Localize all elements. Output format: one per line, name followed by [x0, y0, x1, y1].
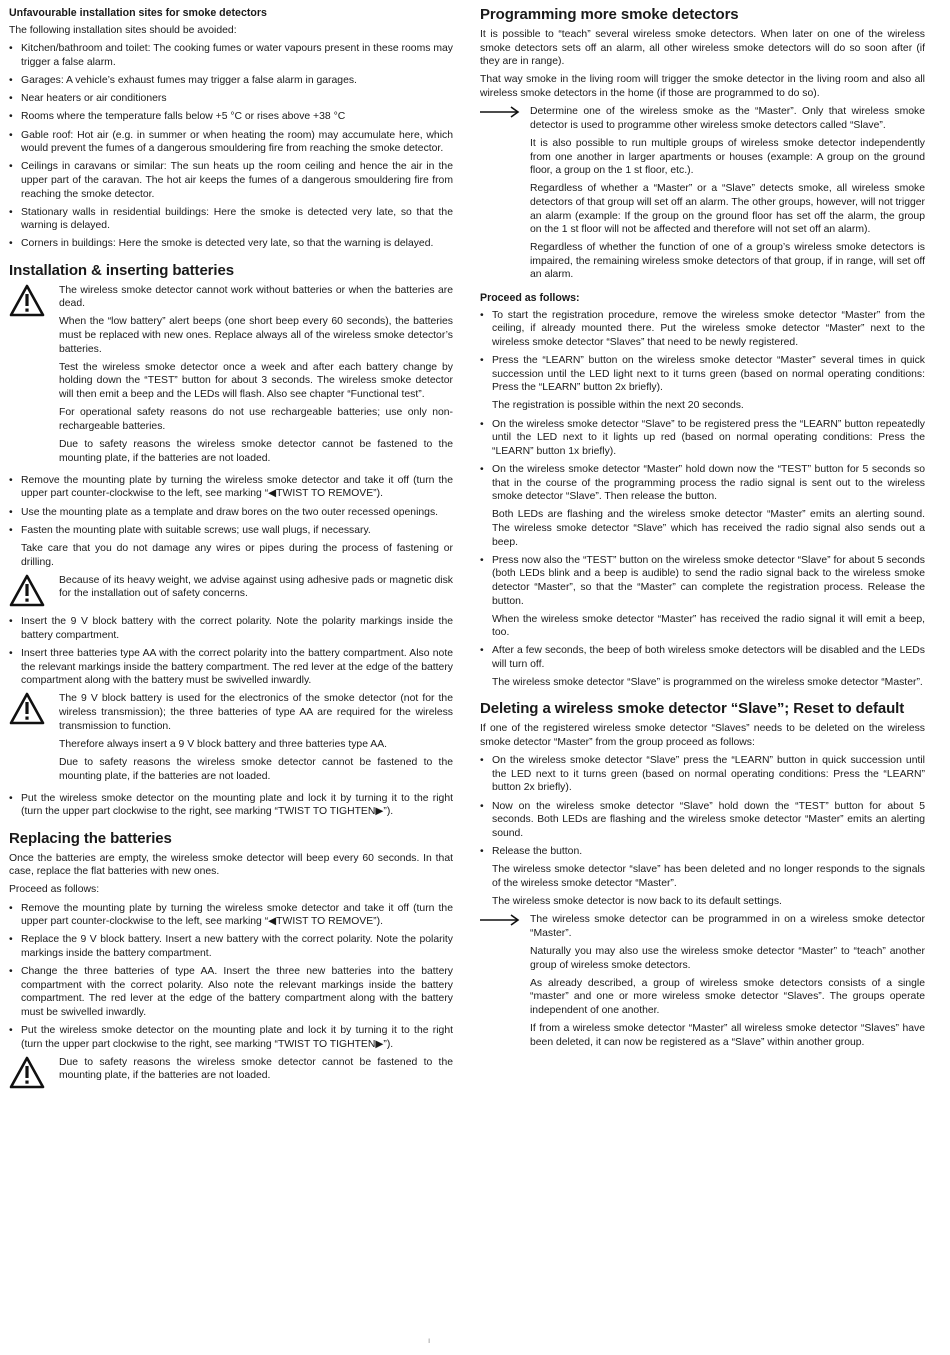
- note-paragraph: Due to safety reasons the wireless smoke detector cannot be fastened to the mounting plate, if the batteries are not loaded.: [59, 1056, 453, 1082]
- warning-icon: [9, 1056, 59, 1094]
- note-paragraph: It is also possible to run multiple groups of wireless smoke detector independently from one another in larger apartments or houses (example: A group on the ground floor, a group on the 1 st floor, etc.).: [530, 137, 925, 177]
- replacing-intro: Once the batteries are empty, the wireless smoke detector will beep every 60 seconds. In that case, replace the flat batteries with new ones.: [9, 852, 453, 878]
- programming-steps: [480, 309, 925, 690]
- note-paragraph: If from a wireless smoke detector “Master” all wireless smoke detector “Slaves” have been deleted, it can now be registered as a “Slave” within another group.: [530, 1023, 925, 1048]
- unfavourable-sites-list: [9, 42, 453, 251]
- programming-paragraph-1: It is possible to “teach” several wireless smoke detectors. When later on one of the wireless smoke detectors sets off an alarm, all other wireless smoke detectors will do so soon after (if they are in range).: [480, 29, 925, 68]
- step-item: [480, 754, 925, 795]
- step-item: [480, 800, 925, 841]
- list-item: • Fasten the mounting plate with suitable screws; use wall plugs, if necessary.: [9, 524, 453, 538]
- deleting-intro: If one of the registered wireless smoke detector “Slaves” needs to be deleted on the wireless smoke detector “Master” from the group proceed as follows:: [480, 723, 925, 749]
- note-paragraph: The wireless smoke detector cannot work without batteries or when the batteries are dead.: [59, 284, 453, 310]
- warning-icon: [9, 692, 59, 730]
- warning-note: [9, 1056, 453, 1094]
- warning-text: [59, 692, 453, 787]
- page-footer-mark: ı: [428, 1336, 431, 1345]
- deleting-steps: [480, 754, 925, 908]
- replacing-batteries-heading: Replacing the batteries: [9, 829, 172, 847]
- list-item: • Put the wireless smoke detector on the mounting plate and lock it by turning it to the right (turn the upper part clockwise to the right, see marking “TWIST TO TIGHTEN▶”).: [9, 1024, 453, 1051]
- note-paragraph: Determine one of the wireless smoke as the “Master”. Only that wireless smoke detector is used to programme other wireless smoke detectors called “Slave”.: [530, 106, 925, 131]
- list-item: • Rooms where the temperature falls below +5 °C or rises above +38 °C: [9, 110, 453, 124]
- tip-text: [530, 105, 925, 287]
- note-paragraph: Regardless of whether a “Master” or a “Slave” detects smoke, all wireless smoke detectors of that group will set off an alarm. The other groups, however, will not trigger an alarm (example: If the group on the ground floor has set off the alarm, the group on the 1 st floor will not be affected and therefore will not set off an alarm).: [530, 183, 925, 236]
- warning-text: [59, 1056, 453, 1088]
- installation-heading: Installation & inserting batteries: [9, 261, 234, 279]
- tip-note: [480, 105, 925, 287]
- list-item: • Put the wireless smoke detector on the mounting plate and lock it by turning it to the right (turn the upper part clockwise to the right, see marking “TWIST TO TIGHTEN▶”).: [9, 792, 453, 819]
- list-item: • Remove the mounting plate by turning the wireless smoke detector and take it off (turn the upper part counter-clockwise to the left, see marking “◀TWIST TO REMOVE”).: [9, 474, 453, 501]
- warning-icon: [9, 284, 59, 322]
- list-item: • Remove the mounting plate by turning the wireless smoke detector and take it off (turn the upper part counter-clockwise to the left, see marking “◀TWIST TO REMOVE”).: [9, 902, 453, 929]
- installation-steps-2: [9, 615, 453, 688]
- list-item: • Stationary walls in residential buildings: Here the smoke is detected very late, so that the warning is delayed.: [9, 206, 453, 233]
- step-item: [480, 845, 925, 909]
- replacing-steps: [9, 902, 453, 1052]
- step-text: Now on the wireless smoke detector “Slave” hold down the “TEST” button for about 5 seconds. Both LEDs are flashing and the wireless smoke detector “Master” emits an alerting sound.: [492, 800, 925, 839]
- warning-note: [9, 574, 453, 612]
- programming-heading: Programming more smoke detectors: [480, 6, 739, 23]
- unfavourable-sites-intro: The following installation sites should be avoided:: [9, 25, 237, 36]
- proceed-title: Proceed as follows:: [480, 291, 580, 304]
- step-text: Release the button.: [492, 845, 583, 857]
- step-note: The wireless smoke detector “Slave” is programmed on the wireless smoke detector “Master”.: [492, 677, 923, 689]
- list-item: • Gable roof: Hot air (e.g. in summer or when heating the room) may accumulate here, which would prevent the fumes of a dangerous smouldering fire from reaching the smoke detector.: [9, 129, 453, 156]
- list-item: • Use the mounting plate as a template and draw bores on the two outer recessed openings.: [9, 506, 453, 520]
- right-column: [480, 6, 925, 1058]
- note-paragraph: The wireless smoke detector can be programmed in on a wireless smoke detector “Master”.: [530, 914, 925, 939]
- note-paragraph: Due to safety reasons the wireless smoke detector cannot be fastened to the mounting plate, if the batteries are not loaded.: [59, 757, 453, 782]
- list-item: • Near heaters or air conditioners: [9, 92, 453, 106]
- installation-steps-1: [9, 474, 453, 538]
- list-item: • Kitchen/bathroom and toilet: The cooking fumes or water vapours present in these rooms may trigger a false alarm.: [9, 42, 453, 69]
- tip-text: [530, 913, 925, 1054]
- step-text: Press the “LEARN” button on the wireless smoke detector “Master” several times in quick succession until the LED light next to it turns green (based on normal operating conditions: Press the “LEARN” button 2x briefly).: [492, 355, 925, 394]
- step-note: When the wireless smoke detector “Master” has received the radio signal it will emit a beep, too.: [492, 613, 925, 639]
- note-paragraph: Test the wireless smoke detector once a week and after each battery change by holding down the “TEST” button for about 3 seconds. The wireless smoke detector will then emit a beep and the LEDs will flash. Also see chapter “Functional test”.: [59, 361, 453, 400]
- note-paragraph: As already described, a group of wireless smoke detectors consists of a single “master” and one or more wireless smoke detector “Slaves”. The groups operate independent of one another.: [530, 977, 925, 1016]
- note-paragraph: Therefore always insert a 9 V block battery and three batteries type AA.: [59, 738, 388, 750]
- warning-text: [59, 574, 453, 606]
- note-paragraph: For operational safety reasons do not use rechargeable batteries; use only non-rechargeable batteries.: [59, 407, 453, 432]
- warning-note: [9, 284, 453, 470]
- note-paragraph: Regardless of whether the function of one of a group’s wireless smoke detectors is impaired, the remaining wireless smoke detectors of that group, if in range, will set off an alarm.: [530, 242, 925, 281]
- note-paragraph: Due to safety reasons the wireless smoke detector cannot be fastened to the mounting plate, if the batteries are not loaded.: [59, 438, 453, 464]
- note-paragraph: Because of its heavy weight, we advise against using adhesive pads or magnetic disk for the installation out of safety concerns.: [59, 574, 453, 600]
- arrow-right-icon: [480, 913, 530, 931]
- deleting-heading: Deleting a wireless smoke detector “Slave”; Reset to default: [480, 700, 905, 718]
- step-note: The wireless smoke detector is now back to its default settings.: [492, 895, 782, 907]
- replacing-proceed: Proceed as follows:: [9, 884, 100, 896]
- installation-steps-3: [9, 792, 453, 819]
- step-item: [480, 463, 925, 549]
- list-item: • Corners in buildings: Here the smoke is detected very late, so that the warning is delayed.: [9, 237, 453, 251]
- step-text: On the wireless smoke detector “Master” hold down now the “TEST” button for 5 seconds so that in the course of the programming process the radio signal is sent out to the wireless smoke detector “Slave”. Then release the button.: [492, 463, 925, 503]
- list-item: • Insert the 9 V block battery with the correct polarity. Note the polarity markings inside the battery compartment.: [9, 615, 453, 642]
- step-item: [480, 644, 925, 689]
- step-item: [480, 418, 925, 459]
- note-paragraph: Naturally you may also use the wireless smoke detector “Master” to “teach” another group of wireless smoke detectors.: [530, 945, 925, 971]
- programming-paragraph-2: That way smoke in the living room will trigger the smoke detector in the living room and also all wireless smoke detectors in the home (if those are programmed to do so).: [480, 74, 925, 99]
- step-note: The registration is possible within the next 20 seconds.: [492, 400, 744, 412]
- unfavourable-sites-title: Unfavourable installation sites for smoke detectors: [9, 7, 267, 19]
- step-text: To start the registration procedure, remove the wireless smoke detector “Master” from the ceiling, if already mounted there. Put the wireless smoke detector “Master” next to the wireless smoke detector “Slaves” that need to be newly registered.: [492, 309, 925, 348]
- list-item: • Garages: A vehicle’s exhaust fumes may trigger a false alarm in garages.: [9, 74, 453, 88]
- note-paragraph: When the “low battery” alert beeps (one short beep every 60 seconds), the batteries must be replaced with new ones. Replace always all of the wireless smoke detector’s batteries.: [59, 316, 453, 355]
- warning-note: [9, 692, 453, 787]
- installation-care-note: Take care that you do not damage any wires or pipes during the process of fastening or drilling.: [21, 542, 453, 568]
- list-item: • Insert three batteries type AA with the correct polarity into the battery compartment. Also note the relevant markings inside the battery compartment. The red lever at the edge of the battery compartment along with the battery must be swivelled inwardly.: [9, 647, 453, 688]
- warning-icon: [9, 574, 59, 612]
- arrow-right-icon: [480, 105, 530, 123]
- step-text: On the wireless smoke detector “Slave” press the “LEARN” button in quick succession until the LED next to it turns green (based on normal operating conditions: Press the “LEARN” button 2x briefly).: [492, 755, 925, 794]
- step-text: On the wireless smoke detector “Slave” to be registered press the “LEARN” button repeatedly until the LED next to it lights up red (based on normal operating conditions: Press the “LEARN” button 1x briefly).: [492, 418, 925, 457]
- step-item: [480, 309, 925, 350]
- list-item: • Change the three batteries of type AA. Insert the three new batteries into the battery compartment with the correct polarity. Also note the relevant markings inside the battery compartment. The red lever at the edge of the battery compartment along with the battery must be swivelled inwardly.: [9, 965, 453, 1019]
- list-item: • Replace the 9 V block battery. Insert a new battery with the correct polarity. Note the polarity markings inside the battery compartment.: [9, 933, 453, 960]
- step-item: [480, 554, 925, 640]
- left-column: [9, 6, 453, 1097]
- tip-note: [480, 913, 925, 1054]
- step-text: Press now also the “TEST” button on the wireless smoke detector “Slave” for about 5 seconds (both LEDs blink and a beep is audible) to send the radio signal back to the wireless smoke detector “Master”, so that the “Master” can complete the registration process. Release the button.: [492, 554, 925, 607]
- step-note: The wireless smoke detector “slave” has been deleted and no longer responds to the signals of the wireless smoke detector “Master”.: [492, 864, 925, 889]
- step-note: Both LEDs are flashing and the wireless smoke detector “Master” emits an alerting sound. The wireless smoke detector “Slave” which has received the radio signal also sends out a beep.: [492, 509, 925, 548]
- step-text: After a few seconds, the beep of both wireless smoke detectors will be disabled and the LEDs will turn off.: [492, 645, 925, 671]
- warning-text: [59, 284, 453, 470]
- step-item: [480, 354, 925, 413]
- list-item: • Ceilings in caravans or similar: The sun heats up the room ceiling and hence the air in the upper part of the caravan. The hot air keeps the fumes of a dangerous smouldering fire from reaching the smoke detector.: [9, 160, 453, 201]
- note-paragraph: The 9 V block battery is used for the electronics of the smoke detector (not for the wireless transmission); the three batteries of type AA are required for the wireless transmission to function.: [59, 693, 453, 732]
